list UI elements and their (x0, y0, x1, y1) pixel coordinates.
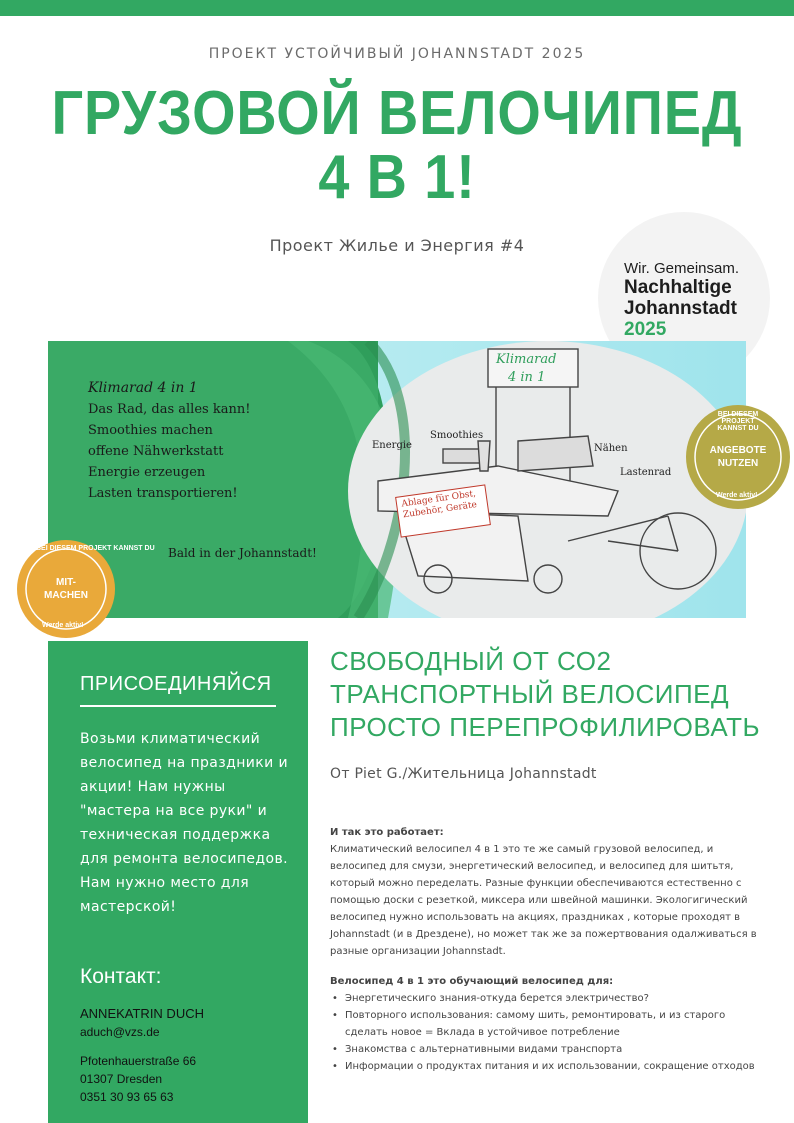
logo-line2: Nachhaltige (624, 277, 732, 298)
label-ablage: Ablage für Obst, Zubehör, Geräte (400, 489, 478, 521)
banner-line: Smoothies machen (88, 423, 213, 438)
badge-ring-top: BEI DIESEM PROJEKT KANNST DU (36, 545, 155, 552)
list-item: • Энергетическиго знания-откуда берется электричество? (332, 993, 649, 1004)
project-kicker: ПРОЕКТ УСТОЙЧИВЫЙ JOHANNSTADT 2025 (208, 46, 586, 62)
project-logo (624, 260, 774, 340)
badge-center-text: ANGEBOTE NUTZEN (709, 445, 767, 469)
banner-line: offene Nähwerkstatt (88, 444, 224, 459)
banner-heading: Klimarad 4 in 1 (88, 380, 198, 396)
banner-text-block (88, 378, 250, 504)
how-it-works-label: И так это работает: (330, 827, 444, 838)
banner-line: Energie erzeugen (88, 465, 206, 480)
learning-list (330, 990, 770, 1075)
join-heading: ПРИСОЕДИНЯЙСЯ (80, 673, 272, 695)
list-item: • Информации о продуктах питания и их использовании, сокращение отходов (332, 1061, 755, 1072)
contact-email[interactable]: aduch@vzs.de (80, 1025, 160, 1039)
article-heading: СВОБОДНЫЙ ОТ СО2 ТРАНСПОРТНЫЙ ВЕЛОСИПЕД ПРОСТО ПЕРЕПРОФИЛИРОВАТЬ (330, 646, 761, 742)
top-accent-bar (0, 0, 794, 16)
logo-line3: Johannstadt (624, 298, 737, 319)
contact-name: ANNEKATRIN DUCH (80, 1006, 204, 1021)
list-label: Велосипед 4 в 1 это обучающий велосипед для: (330, 976, 614, 987)
contact-street: Pfotenhauerstraße 66 (80, 1054, 197, 1068)
banner-line: Das Rad, das alles kann! (88, 402, 251, 417)
badge-ring-top: BEI DIESEM PROJEKT KANNST DU (717, 411, 759, 432)
list-item-text: Информации о продуктах питания и их использовании, сокращение отходов (345, 1061, 755, 1072)
badge-ring-bottom: Werde aktiv! (42, 622, 84, 629)
sign-line1: Klimarad (496, 352, 557, 367)
page-title (40, 79, 755, 212)
page-title-line1: ГРУЗОВОЙ ВЕЛОЧИПЕД (51, 79, 743, 148)
list-item-text: Энергетическиго знания-откуда берется электричество? (345, 993, 649, 1004)
contact-heading: Контакт: (80, 965, 162, 988)
logo-line1: Wir. Gemeinsam. (624, 260, 740, 277)
list-item: • Повторного использования: самому шить, ремонтировать, и из старого сделать новое = Вклада в устойчивое потребление (332, 1010, 726, 1038)
label-naehen: Nähen (594, 443, 628, 454)
label-lastenrad: Lastenrad (620, 467, 672, 478)
list-item: • Знакомства с альтернативными видами транспорта (332, 1044, 623, 1055)
banner-line: Lasten transportieren! (88, 486, 238, 501)
banner-footer: Bald in der Johannstadt! (168, 546, 317, 560)
join-divider (80, 705, 276, 707)
logo-line4: 2025 (624, 319, 667, 340)
badge-ring-bottom: Werde aktiv! (716, 492, 758, 499)
sign-line2: 4 in 1 (508, 370, 546, 385)
label-smoothies: Smoothies (430, 430, 484, 441)
article-author: От Piet G./Жительница Johannstadt (330, 766, 597, 782)
list-item-text: Знакомства с альтернативными видами транспорта (345, 1044, 623, 1055)
contact-city: 01307 Dresden (80, 1072, 163, 1086)
how-it-works-text: Климатический велосипел 4 в 1 это те же самый грузовой велосипед, и велосипед для смузи, энергетический велосипед, и велосипед для шитьтя, который можно переделать. Разные функции обеспечиваются естественно с помощью доски с резеткой, миксера или швейной машинки. Экологигический велосипед нужно использовать на акциях, праздниках , которые проходят в Johannstadt (и в Дрездене), но может так же за пожертвования одалживаться в разные организации Johannstadt. (330, 844, 757, 957)
list-item-text: Повторного использования: самому шить, ремонтировать, и из старого сделать новое = Вклада в устойчивое потребление (345, 1010, 726, 1038)
join-body: Возьми климатический велосипед на праздники и акции! Нам нужны "мастера на все руки" и техническая поддержка для ремонта велосипедов. Нам нужно место для мастерской! (80, 731, 288, 915)
page-title-line2: 4 В 1! (318, 143, 476, 212)
contact-phone: 0351 30 93 65 63 (80, 1090, 174, 1104)
badge-center-text: MIT- MACHEN (44, 577, 88, 601)
page-subtitle: Проект Жилье и Энергия #4 (269, 236, 525, 255)
label-energie: Energie (372, 440, 412, 451)
